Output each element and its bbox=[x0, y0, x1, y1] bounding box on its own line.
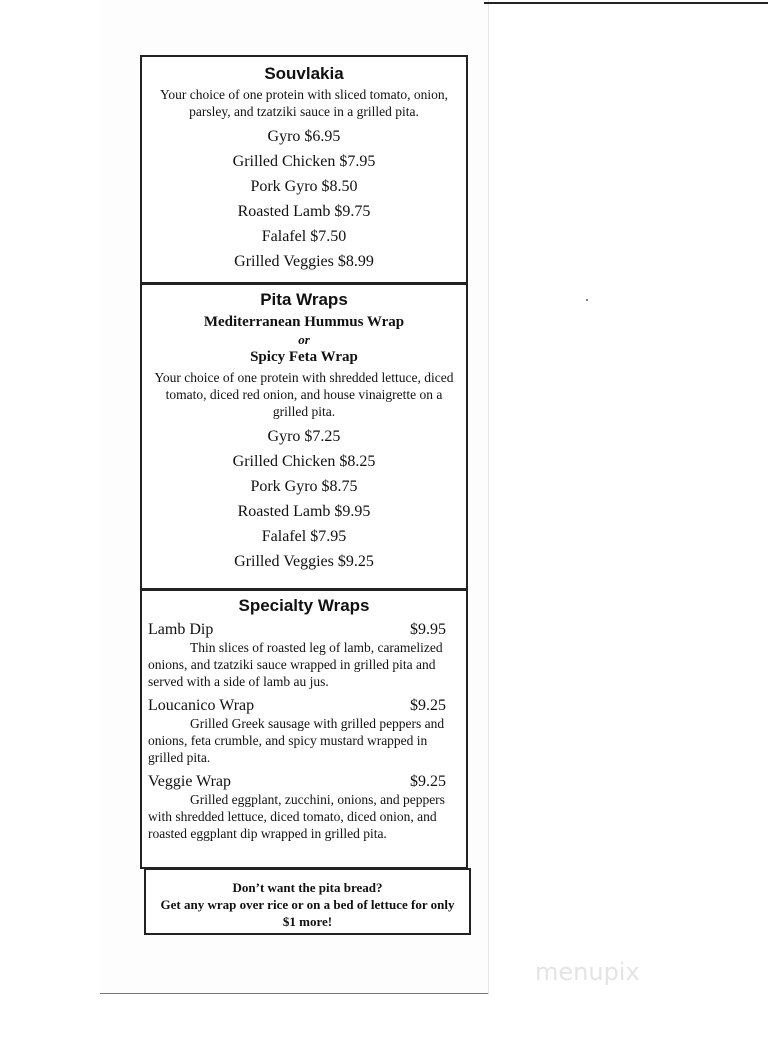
section-title: Pita Wraps bbox=[260, 290, 348, 309]
specialty-item bbox=[148, 772, 460, 842]
section-title: Specialty Wraps bbox=[238, 596, 370, 615]
menu-item: Falafel $7.50 bbox=[261, 228, 347, 245]
item-description: Grilled Greek sausage with grilled peppers and onions, feta crumble, and spicy mustard wrapped in grilled pita. bbox=[148, 716, 445, 765]
scan-edge-line bbox=[484, 2, 768, 4]
wrap-option: Mediterranean Hummus Wrap bbox=[203, 314, 405, 330]
scan-speck bbox=[586, 299, 588, 301]
menu-item: Falafel $7.95 bbox=[261, 528, 347, 545]
note-line: Get any wrap over rice or on a bed of lettuce for only $1 more! bbox=[160, 897, 455, 929]
specialty-item bbox=[148, 620, 460, 690]
section-title: Souvlakia bbox=[264, 64, 344, 83]
menu-item: Roasted Lamb $9.75 bbox=[237, 203, 371, 220]
watermark-logo: menupix bbox=[535, 958, 640, 986]
specialty-item bbox=[148, 696, 460, 766]
wrap-option: Spicy Feta Wrap bbox=[250, 349, 358, 365]
item-price: $9.25 bbox=[410, 773, 446, 790]
page-bottom-edge bbox=[100, 993, 488, 994]
specialty-item-header bbox=[148, 696, 460, 715]
section-description: Your choice of one protein with shredded lettuce, diced tomato, diced red onion, and house vinaigrette on a grilled pita. bbox=[154, 370, 454, 419]
menu-item: Roasted Lamb $9.95 bbox=[237, 503, 371, 520]
item-price: $9.25 bbox=[410, 697, 446, 714]
item-description: Thin slices of roasted leg of lamb, caramelized onions, and tzatziki sauce wrapped in grilled pita and served with a side of lamb au jus. bbox=[148, 640, 443, 689]
pita-wraps-section bbox=[140, 283, 468, 590]
menu-item: Grilled Chicken $7.95 bbox=[232, 153, 376, 170]
or-separator: or bbox=[298, 332, 310, 347]
menu-item: Grilled Veggies $8.99 bbox=[234, 253, 374, 270]
pita-alternative-note bbox=[144, 868, 471, 935]
item-name: Veggie Wrap bbox=[148, 773, 232, 790]
specialty-list bbox=[142, 616, 466, 842]
specialty-wraps-section bbox=[140, 589, 468, 869]
menu-item: Gyro $6.95 bbox=[267, 128, 341, 145]
price-list bbox=[142, 424, 466, 574]
price-list bbox=[142, 124, 466, 274]
item-name: Lamb Dip bbox=[148, 621, 214, 638]
menu-item: Gyro $7.25 bbox=[267, 428, 341, 445]
item-price: $9.95 bbox=[410, 621, 446, 638]
specialty-item-header bbox=[148, 772, 460, 791]
menu-item: Grilled Veggies $9.25 bbox=[234, 553, 374, 570]
menu-item: Pork Gyro $8.75 bbox=[250, 478, 358, 495]
section-description: Your choice of one protein with sliced tomato, onion, parsley, and tzatziki sauce in a grilled pita. bbox=[159, 87, 449, 119]
item-name: Loucanico Wrap bbox=[148, 697, 255, 714]
souvlakia-section bbox=[140, 55, 468, 284]
menu-item: Pork Gyro $8.50 bbox=[250, 178, 358, 195]
specialty-item-header bbox=[148, 620, 460, 639]
item-description: Grilled eggplant, zucchini, onions, and peppers with shredded lettuce, diced tomato, diced onion, and roasted eggplant dip wrapped in grilled pita. bbox=[148, 792, 445, 841]
note-line: Don’t want the pita bread? bbox=[232, 880, 383, 895]
menu-item: Grilled Chicken $8.25 bbox=[232, 453, 376, 470]
